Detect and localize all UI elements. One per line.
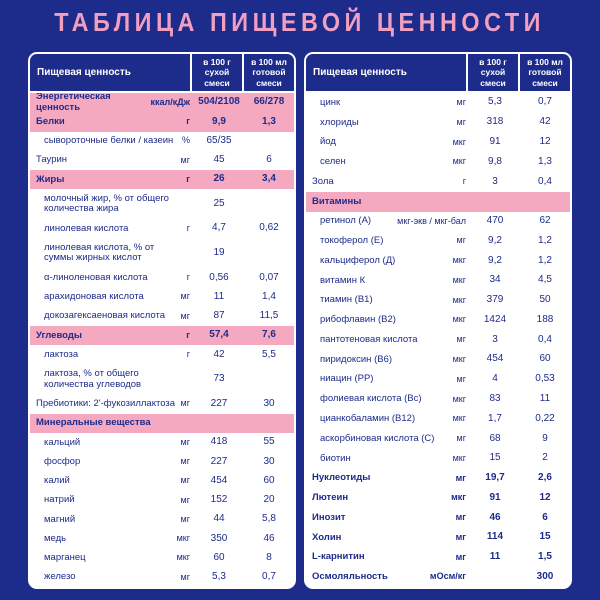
row-label-cell [306, 276, 470, 286]
row-label: линолевая кислота, % от суммы жирных кислот [44, 242, 155, 264]
row-unit: мОсм/кг [429, 571, 466, 582]
table-row [30, 529, 294, 548]
row-label-cell [306, 513, 470, 523]
table-row [30, 395, 294, 414]
table-row [30, 189, 294, 219]
row-unit: мкг [452, 353, 466, 364]
row-value-dry: 5,3 [488, 96, 502, 108]
row-value-ready: 0,53 [535, 373, 555, 385]
row-value-dry: 19 [213, 246, 225, 258]
row-unit: мкг [452, 274, 466, 285]
row-value-dry: 26 [213, 173, 225, 185]
row-value-ready: 2,6 [538, 472, 552, 484]
row-unit: мг [180, 475, 190, 486]
row-label-cell [306, 98, 470, 108]
row-unit: мкг [452, 156, 466, 167]
row-value-ready: 7,6 [262, 329, 276, 341]
row-value-dry: 45 [213, 154, 225, 166]
table-row [30, 452, 294, 471]
row-value-ready: 11 [539, 392, 551, 404]
table-row [30, 132, 294, 151]
row-value-ready: 5,8 [262, 513, 276, 525]
row-label-cell [306, 552, 470, 562]
row-unit: г [186, 173, 190, 184]
row-value-ready: 60 [263, 474, 275, 486]
row-label-cell [30, 311, 194, 321]
row-label: пиридоксин (В6) [320, 353, 393, 365]
row-unit: мг [180, 494, 190, 505]
row-value-ready: 60 [539, 353, 551, 365]
table-row [30, 345, 294, 364]
row-label-cell [306, 335, 470, 345]
row-label: марганец [44, 552, 86, 564]
row-unit: мкг [452, 255, 466, 266]
row-label-cell [306, 355, 470, 365]
header-cell-nutrition: Пищевая ценность [306, 54, 466, 91]
table-row [30, 568, 294, 587]
row-label: Холин [312, 531, 342, 543]
row-unit: мг [456, 433, 466, 444]
table-row [30, 472, 294, 491]
row-value-ready: 0,4 [538, 333, 552, 345]
row-label: Нуклеотиды [312, 472, 371, 484]
row-value-ready: 1,3 [262, 115, 276, 127]
row-value-ready: 4,5 [538, 274, 552, 286]
row-value-dry: 19,7 [485, 472, 505, 484]
table-row [306, 548, 570, 568]
row-unit: мг [455, 472, 466, 483]
row-value-dry: 379 [486, 294, 504, 306]
row-value-ready: 50 [539, 294, 551, 306]
table-row [306, 429, 570, 449]
row-value-ready: 0,7 [262, 571, 276, 583]
row-value-dry: 5,3 [212, 571, 226, 583]
row-value-dry: 11 [489, 551, 501, 563]
row-label: пантотеновая кислота [320, 333, 418, 345]
table-row [30, 433, 294, 452]
row-label-cell [30, 243, 194, 264]
row-unit: мкг [452, 452, 466, 463]
row-value-ready: 62 [539, 215, 551, 227]
row-label-cell [306, 216, 470, 226]
row-unit: г [186, 329, 190, 340]
row-label-cell [30, 331, 194, 341]
row-value-dry: 152 [210, 494, 228, 506]
table-row [30, 238, 294, 268]
table-row [306, 469, 570, 489]
row-label-cell [306, 394, 470, 404]
table-row [306, 291, 570, 311]
table-row [30, 365, 294, 395]
row-unit: мкг [176, 533, 190, 544]
table-row [306, 152, 570, 172]
row-value-dry: 87 [213, 310, 225, 322]
table-header [306, 54, 570, 91]
row-label: натрий [44, 494, 75, 506]
nutrition-table-left [28, 52, 296, 589]
row-value-dry: 9,2 [488, 234, 502, 246]
row-value-dry: 454 [210, 474, 228, 486]
row-value-dry: 42 [213, 348, 225, 360]
row-value-ready: 0,4 [538, 175, 552, 187]
row-value-ready: 5,5 [262, 348, 276, 360]
row-value-ready: 0,7 [538, 96, 552, 108]
table-row [30, 414, 294, 433]
row-value-dry: 4 [492, 373, 498, 385]
row-label: кальциферол (Д) [320, 254, 396, 266]
table-row [30, 151, 294, 170]
table-row [306, 113, 570, 133]
row-label: Витамины [312, 195, 362, 207]
row-unit: мкг [176, 552, 190, 563]
table-row [30, 93, 294, 112]
row-value-ready: 1,5 [538, 551, 552, 563]
row-unit: мг [180, 310, 190, 321]
row-label: линолевая кислота [44, 222, 129, 234]
row-label-cell [30, 175, 194, 185]
row-value-dry: 418 [210, 436, 228, 448]
row-label-cell [306, 118, 470, 128]
table-body [30, 93, 294, 587]
row-value-dry: 454 [486, 353, 504, 365]
row-value-ready: 0,07 [259, 271, 279, 283]
row-value-dry: 46 [489, 511, 501, 523]
row-label: α-линоленовая кислота [44, 271, 148, 283]
row-value-dry: 60 [213, 551, 225, 563]
row-label-cell [306, 315, 470, 325]
row-unit: мг [180, 513, 190, 524]
row-label: Зола [312, 175, 334, 187]
table-row [306, 350, 570, 370]
row-label: Лютеин [312, 492, 349, 504]
row-label: фосфор [44, 455, 81, 467]
row-unit: мг [456, 235, 466, 246]
row-label: селен [320, 156, 346, 168]
row-unit: г [462, 176, 466, 187]
row-unit: мкг-экв / мкг-бал [397, 215, 466, 226]
row-unit: г [186, 272, 190, 283]
row-unit: мкг [452, 413, 466, 424]
row-value-ready: 20 [263, 494, 275, 506]
row-value-ready: 12 [539, 136, 551, 148]
row-unit: ккал/кДж [150, 96, 190, 107]
nutrition-table-right [304, 52, 572, 589]
row-label-cell [30, 553, 194, 563]
row-value-dry: 83 [489, 392, 501, 404]
row-value-ready: 30 [263, 455, 275, 467]
row-label: цинк [320, 96, 341, 108]
row-value-ready: 6 [266, 154, 272, 166]
row-value-ready: 2 [542, 452, 548, 464]
table-row [306, 133, 570, 153]
table-header [30, 54, 294, 91]
row-unit: мкг [452, 136, 466, 147]
row-unit: мг [180, 456, 190, 467]
row-label: Жиры [36, 173, 65, 185]
row-label-cell [30, 194, 194, 215]
row-label-cell [30, 292, 194, 302]
table-row [30, 549, 294, 568]
row-label: Инозит [312, 511, 346, 523]
row-label: докозагексаеновая кислота [44, 310, 166, 322]
row-label-cell [306, 473, 470, 483]
row-value-dry: 4,7 [212, 222, 226, 234]
table-row [306, 389, 570, 409]
row-value-dry: 91 [489, 491, 501, 503]
row-value-ready: 15 [539, 531, 551, 543]
row-unit: мкг [452, 393, 466, 404]
table-row [306, 528, 570, 548]
row-label: Таурин [36, 154, 68, 166]
row-unit: мг [456, 116, 466, 127]
row-unit: мкг [452, 294, 466, 305]
table-row [306, 251, 570, 271]
row-value-dry: 9,8 [488, 155, 502, 167]
row-label: Белки [36, 115, 65, 127]
table-row [306, 488, 570, 508]
row-label-cell [30, 457, 194, 467]
row-label: молочный жир, % от общего количества жира [44, 193, 169, 215]
table-row [306, 172, 570, 192]
row-value-dry: 65/35 [206, 134, 232, 146]
table-row [30, 170, 294, 189]
row-value-dry: 0,56 [209, 271, 229, 283]
row-value-ready: 55 [263, 436, 275, 448]
row-label-cell [30, 438, 194, 448]
row-value-dry: 114 [486, 531, 504, 543]
row-label: тиамин (В1) [320, 294, 373, 306]
row-unit: г [186, 349, 190, 360]
table-row [306, 271, 570, 291]
row-value-ready: 66/278 [253, 96, 285, 108]
row-label-cell [30, 418, 194, 428]
row-label-cell [30, 93, 194, 113]
table-row [30, 219, 294, 238]
row-label-cell [30, 350, 194, 360]
row-value-dry: 25 [213, 197, 225, 209]
row-label-cell [306, 454, 470, 464]
row-value-ready: 42 [539, 116, 551, 128]
row-label: аскорбиновая кислота (С) [320, 432, 435, 444]
row-value-dry: 68 [489, 432, 501, 444]
row-label-cell [30, 117, 194, 127]
row-unit: мг [455, 531, 466, 542]
row-label-cell [30, 399, 194, 409]
row-label-cell [30, 572, 194, 582]
row-label-cell [306, 236, 470, 246]
row-label-cell [306, 256, 470, 266]
table-row [306, 370, 570, 390]
table-row [306, 310, 570, 330]
row-label: рибофлавин (В2) [320, 314, 396, 326]
table-row [30, 326, 294, 345]
row-value-dry: 318 [486, 116, 504, 128]
row-label: хлориды [320, 116, 359, 128]
row-value-ready: 0,22 [535, 412, 555, 424]
row-label-cell [30, 155, 194, 165]
header-cell-per-100ml-ready: в 100 мл готовой смеси [244, 54, 294, 91]
table-row [306, 330, 570, 350]
row-unit: мг [180, 154, 190, 165]
row-value-ready: 1,2 [538, 234, 552, 246]
row-label: медь [44, 532, 67, 544]
row-label: лактоза [44, 348, 79, 360]
row-label: калий [44, 475, 70, 487]
row-unit: мкг [452, 314, 466, 325]
row-unit: % [181, 135, 190, 146]
row-value-dry: 9,9 [212, 115, 226, 127]
table-row [306, 212, 570, 232]
row-label: магний [44, 513, 76, 525]
row-unit: мг [455, 512, 466, 523]
row-label-cell [30, 224, 194, 234]
row-label: железо [44, 571, 76, 583]
table-row [30, 112, 294, 131]
row-value-ready: 1,3 [538, 155, 552, 167]
row-value-ready: 9 [542, 432, 548, 444]
row-label: ретинол (А) [320, 215, 372, 227]
row-label: витамин К [320, 274, 366, 286]
row-label: цианкобаламин (В12) [320, 413, 416, 424]
row-label-cell [306, 137, 470, 147]
row-label: биотин [320, 452, 351, 464]
table-row [30, 510, 294, 529]
table-row [306, 93, 570, 113]
row-value-ready: 0,62 [259, 222, 279, 234]
header-cell-per-100g-dry: в 100 г сухой смеси [468, 54, 518, 91]
row-unit: мг [456, 97, 466, 108]
table-row [30, 307, 294, 326]
row-unit: мг [456, 373, 466, 384]
table-row [306, 567, 570, 587]
row-label-cell [306, 177, 470, 187]
row-unit: мг [456, 334, 466, 345]
row-unit: мкг [451, 492, 466, 503]
row-value-dry: 504/2108 [198, 96, 240, 108]
row-label-cell [30, 515, 194, 525]
row-value-dry: 44 [213, 513, 225, 525]
row-label-cell [306, 295, 470, 305]
row-label: сывороточные белки / казеин [44, 135, 174, 147]
row-unit: мг [180, 291, 190, 302]
row-label: лактоза, % от общего количества углеводов [44, 368, 142, 390]
row-label: кальций [44, 436, 81, 448]
table-row [30, 491, 294, 510]
row-label-cell [306, 374, 470, 384]
table-row [30, 268, 294, 287]
row-unit: мг [180, 436, 190, 447]
row-unit: мг [455, 551, 466, 562]
row-label: токоферол (Е) [320, 235, 384, 247]
row-label-cell [306, 157, 470, 167]
row-label-cell [306, 434, 470, 444]
row-value-dry: 15 [489, 452, 501, 464]
table-row [306, 409, 570, 429]
row-unit: мг [180, 398, 190, 409]
row-value-ready: 1,4 [262, 290, 276, 302]
header-cell-per-100g-dry: в 100 г сухой смеси [192, 54, 242, 91]
row-label-cell [30, 476, 194, 486]
row-value-dry: 3 [492, 175, 498, 187]
row-value-ready: 11,5 [259, 310, 279, 322]
row-label-cell [30, 136, 194, 146]
row-label-cell [306, 414, 470, 424]
row-label: Пребиотики: 2'-фукозиллактоза [36, 398, 176, 409]
row-label-cell [306, 572, 470, 582]
row-value-dry: 91 [489, 136, 501, 148]
row-label: Осмоляльность [312, 571, 388, 583]
row-value-dry: 57,4 [209, 329, 229, 341]
row-value-ready: 46 [263, 532, 275, 544]
row-label-cell [30, 495, 194, 505]
table-body [306, 93, 570, 587]
row-unit: г [186, 116, 190, 127]
row-label: Энергетическая ценность [36, 93, 111, 113]
row-label-cell [306, 493, 470, 503]
row-label: L-карнитин [312, 551, 365, 563]
row-label: фолиевая кислота (Вс) [320, 393, 422, 405]
row-value-dry: 227 [210, 397, 228, 409]
row-label-cell [306, 197, 470, 207]
row-value-dry: 11 [213, 290, 225, 302]
row-unit: г [186, 222, 190, 233]
table-row [306, 231, 570, 251]
row-value-dry: 1424 [483, 313, 507, 325]
page-title: ТАБЛИЦА ПИЩЕВОЙ ЦЕННОСТИ [54, 7, 546, 37]
row-value-ready: 8 [266, 551, 272, 563]
table-row [306, 508, 570, 528]
row-label-cell [30, 534, 194, 544]
header-cell-nutrition: Пищевая ценность [30, 54, 190, 91]
table-row [30, 288, 294, 307]
row-value-ready: 1,2 [538, 254, 552, 266]
row-value-ready: 12 [539, 491, 551, 503]
row-unit: мг [180, 571, 190, 582]
header-cell-per-100ml-ready: в 100 мл готовой смеси [520, 54, 570, 91]
row-value-dry: 34 [489, 274, 501, 286]
row-value-dry: 73 [213, 373, 225, 385]
row-label: йод [320, 136, 336, 148]
row-value-ready: 6 [542, 511, 548, 523]
row-value-ready: 3,4 [262, 173, 276, 185]
row-label-cell [30, 273, 194, 283]
row-label-cell [30, 369, 194, 390]
row-value-ready: 30 [263, 397, 275, 409]
row-value-ready: 188 [536, 313, 554, 325]
row-value-dry: 9,2 [488, 254, 502, 266]
table-row [306, 192, 570, 212]
row-label: арахидоновая кислота [44, 291, 144, 303]
row-value-dry: 350 [210, 532, 228, 544]
row-value-ready: 300 [536, 570, 554, 582]
row-value-dry: 227 [210, 455, 228, 467]
row-label: ниацин (РР) [320, 373, 374, 385]
row-value-dry: 470 [486, 215, 504, 227]
row-label-cell [306, 533, 470, 543]
table-row [306, 449, 570, 469]
row-value-dry: 3 [492, 333, 498, 345]
row-value-dry: 1,7 [488, 412, 502, 424]
row-label: Углеводы [36, 329, 82, 341]
row-label: Минеральные вещества [36, 417, 151, 429]
